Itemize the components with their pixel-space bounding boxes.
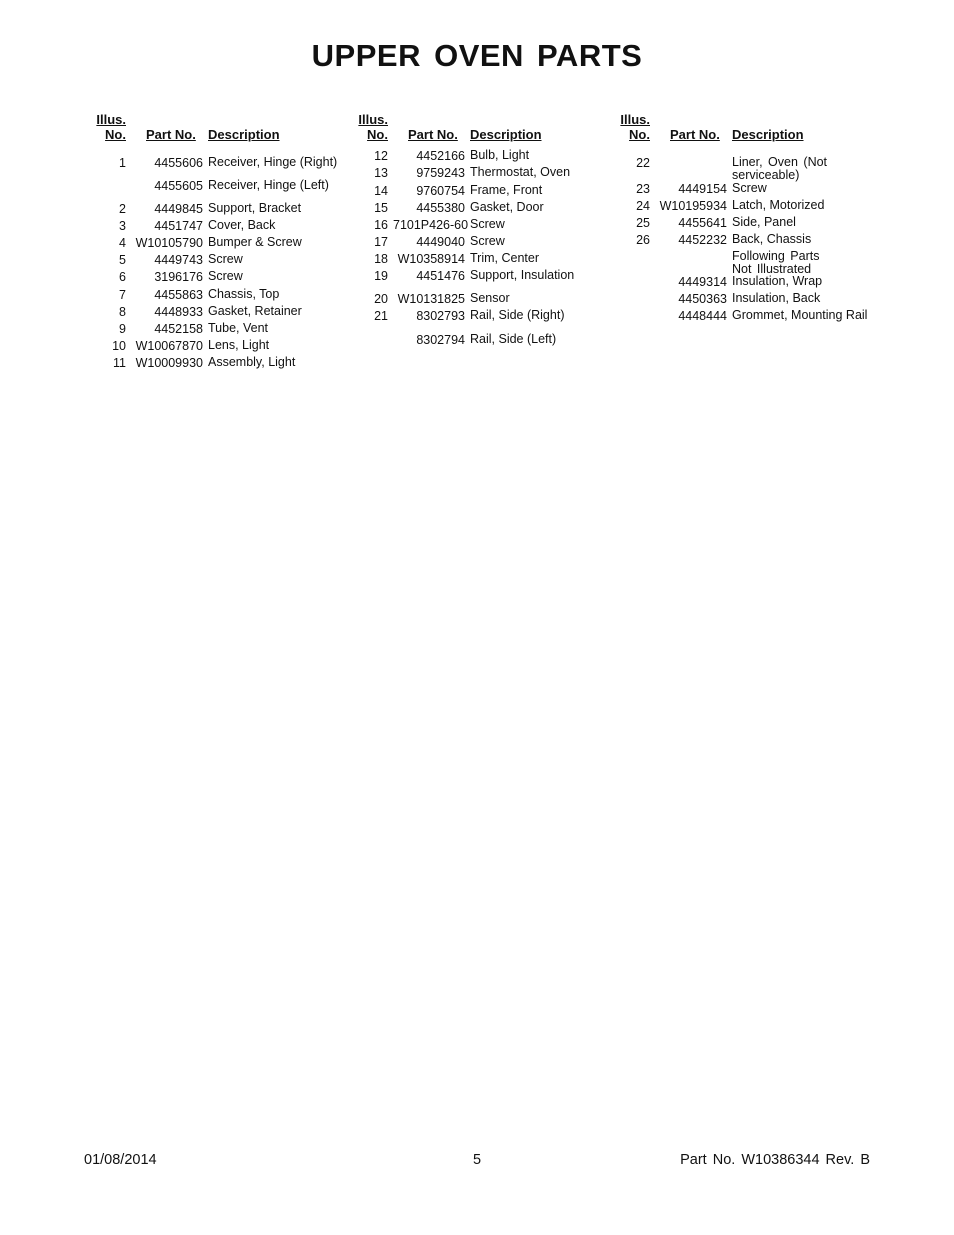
illus-number: 16: [374, 218, 388, 232]
part-row: [352, 309, 614, 325]
illus-number: 25: [636, 216, 650, 230]
part-description: Trim, Center: [470, 251, 539, 265]
part-description: Thermostat, Oven: [470, 165, 571, 179]
part-number: 4450363: [678, 292, 727, 306]
part-row: [90, 288, 352, 304]
footer-page-number: 5: [472, 1152, 482, 1168]
part-row: [90, 253, 352, 269]
part-number: 8302794: [416, 333, 465, 347]
part-description: Chassis, Top: [208, 287, 280, 301]
part-row: [352, 333, 614, 349]
part-description: Screw: [208, 252, 243, 266]
part-number: W10195934: [659, 199, 727, 213]
part-row: [352, 218, 614, 234]
part-number: W10067870: [135, 339, 203, 353]
part-number: 4451747: [154, 219, 203, 233]
part-number: 4452232: [678, 233, 727, 247]
illus-number: 9: [119, 322, 126, 336]
part-description: Insulation, Back: [732, 291, 821, 305]
illus-number: 21: [374, 309, 388, 323]
part-row: [352, 201, 614, 217]
illus-number: 7: [119, 288, 126, 302]
part-row: [90, 270, 352, 286]
part-description: Screw: [470, 217, 505, 231]
page-title: UPPER OVEN PARTS: [311, 38, 643, 73]
part-description: Bulb, Light: [470, 148, 530, 162]
part-row: [90, 179, 352, 195]
illus-no-header: Illus. No.: [620, 112, 650, 142]
illus-number: 12: [374, 149, 388, 163]
illus-number: 26: [636, 233, 650, 247]
part-number: 4451476: [416, 269, 465, 283]
part-description: Sensor: [470, 291, 510, 305]
description-header: Description: [732, 127, 804, 142]
part-row: [614, 199, 876, 215]
part-row: [614, 156, 876, 184]
part-description: Screw: [470, 234, 505, 248]
illus-number: 19: [374, 269, 388, 283]
illus-number: 1: [119, 156, 126, 170]
part-description: Cover, Back: [208, 218, 276, 232]
part-description: Liner, Oven (Not serviceable): [732, 155, 828, 182]
part-row: [90, 339, 352, 355]
part-description: Frame, Front: [470, 183, 543, 197]
part-number: W10131825: [397, 292, 465, 306]
part-number: 4452166: [416, 149, 465, 163]
illus-no-header: Illus. No.: [358, 112, 388, 142]
part-row: [90, 156, 352, 172]
part-row: [90, 356, 352, 372]
part-row: [90, 202, 352, 218]
illus-number: 10: [112, 339, 126, 353]
part-no-header: Part No.: [408, 127, 458, 142]
part-number: 7101P426-60: [393, 218, 469, 232]
part-no-header: Part No.: [670, 127, 720, 142]
part-number: 4455605: [154, 179, 203, 193]
illus-number: 17: [374, 235, 388, 249]
part-number: 9759243: [416, 166, 465, 180]
part-number: 4455380: [416, 201, 465, 215]
part-description: Grommet, Mounting Rail: [732, 308, 868, 322]
part-number: 4449845: [154, 202, 203, 216]
part-row: [614, 309, 876, 325]
part-description: Rail, Side (Left): [470, 332, 557, 346]
part-row: [352, 269, 614, 285]
illus-number: 5: [119, 253, 126, 267]
part-description: Following Parts Not Illustrated: [732, 249, 820, 276]
part-number: W10105790: [135, 236, 203, 250]
part-description: Tube, Vent: [208, 321, 268, 335]
part-row: [614, 182, 876, 198]
part-description: Bumper & Screw: [208, 235, 302, 249]
part-number: 3196176: [154, 270, 203, 284]
illus-no-header: Illus. No.: [96, 112, 126, 142]
part-number: 4449154: [678, 182, 727, 196]
part-description: Side, Panel: [732, 215, 796, 229]
part-description: Gasket, Retainer: [208, 304, 302, 318]
part-row: [90, 305, 352, 321]
part-description: Screw: [732, 181, 767, 195]
illus-number: 11: [113, 356, 126, 370]
part-row: [614, 233, 876, 249]
illus-number: 6: [119, 270, 126, 284]
part-number: 4449743: [154, 253, 203, 267]
illus-number: 4: [119, 236, 126, 250]
part-number: 4449040: [416, 235, 465, 249]
part-row: [614, 275, 876, 291]
illus-number: 2: [119, 202, 126, 216]
part-number: 4452158: [154, 322, 203, 336]
part-number: W10358914: [397, 252, 465, 266]
illus-number: 13: [374, 166, 388, 180]
part-description: Latch, Motorized: [732, 198, 825, 212]
description-header: Description: [208, 127, 280, 142]
part-description: Support, Bracket: [208, 201, 302, 215]
illus-number: 18: [374, 252, 388, 266]
part-row: [352, 166, 614, 182]
part-row: [90, 236, 352, 252]
part-no-header: Part No.: [146, 127, 196, 142]
part-description: Screw: [208, 269, 243, 283]
part-number: 4448933: [154, 305, 203, 319]
part-description: Receiver, Hinge (Left): [208, 178, 329, 192]
part-description: Lens, Light: [208, 338, 270, 352]
illus-number: 15: [374, 201, 388, 215]
part-number: 4455863: [154, 288, 203, 302]
part-description: Insulation, Wrap: [732, 274, 823, 288]
description-header: Description: [470, 127, 542, 142]
part-description: Assembly, Light: [208, 355, 296, 369]
part-row: [352, 292, 614, 308]
part-row: [614, 292, 876, 308]
part-number: 9760754: [416, 184, 465, 198]
illus-number: 24: [636, 199, 650, 213]
part-row: [90, 219, 352, 235]
part-number: 4455641: [678, 216, 727, 230]
part-number: W10009930: [135, 356, 203, 370]
part-row: [352, 235, 614, 251]
part-description: Receiver, Hinge (Right): [208, 155, 338, 169]
illus-number: 3: [119, 219, 126, 233]
illus-number: 20: [374, 292, 388, 306]
part-row: [614, 216, 876, 232]
part-row: [352, 252, 614, 268]
illus-number: 23: [636, 182, 650, 196]
part-description: Rail, Side (Right): [470, 308, 565, 322]
illus-number: 14: [374, 184, 388, 198]
illus-number: 8: [119, 305, 126, 319]
part-description: Back, Chassis: [732, 232, 812, 246]
part-row: [352, 149, 614, 165]
part-number: 4455606: [154, 156, 203, 170]
part-number: 8302793: [416, 309, 465, 323]
footer-date: 01/08/2014: [84, 1152, 157, 1168]
footer-part-number: Part No. W10386344 Rev. B: [680, 1152, 870, 1168]
part-description: Support, Insulation: [470, 268, 575, 282]
part-number: 4449314: [678, 275, 727, 289]
part-number: 4448444: [678, 309, 727, 323]
part-row: [352, 184, 614, 200]
part-description: Gasket, Door: [470, 200, 544, 214]
part-row: [90, 322, 352, 338]
illus-number: 22: [636, 156, 650, 170]
